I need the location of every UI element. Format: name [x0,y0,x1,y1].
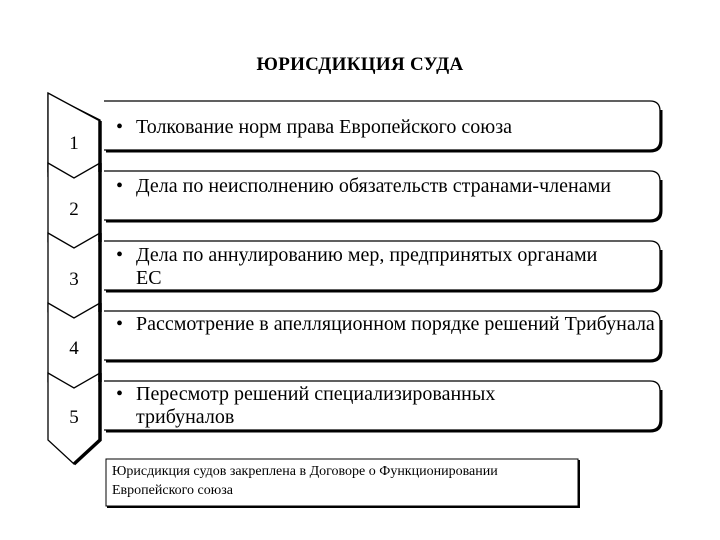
list-item [116,383,586,429]
list-item [116,116,636,139]
list-item [116,175,626,198]
bullet-icon: • [116,313,124,335]
step-number-5: 5 [69,407,79,428]
bullet-icon: • [116,244,124,266]
diagram-title: ЮРИСДИКЦИЯ СУДА [256,54,464,75]
step-number-2: 2 [69,199,79,220]
list-item [116,244,606,290]
item-text-5: Пересмотр решений специализированных трибуналов [136,383,496,428]
item-text-1: Толкование норм права Европейского союза [136,116,512,138]
bullet-icon: • [116,116,124,138]
bullet-icon: • [116,383,124,405]
step-number-1: 1 [69,133,79,154]
note-text: Юрисдикция судов закреплена в Договоре о Функционировании Европейского союза [112,464,498,498]
step-number-3: 3 [69,269,79,290]
list-item [116,313,656,336]
step-number-4: 4 [69,338,79,359]
item-text-4: Рассмотрение в апелляционном порядке решений Трибунала [136,313,655,335]
bullet-icon: • [116,175,124,197]
item-text-2: Дела по неисполнению обязательств странами-членами [136,175,611,197]
item-text-3: Дела по аннулированию мер, предпринятых органами ЕС [136,244,598,289]
